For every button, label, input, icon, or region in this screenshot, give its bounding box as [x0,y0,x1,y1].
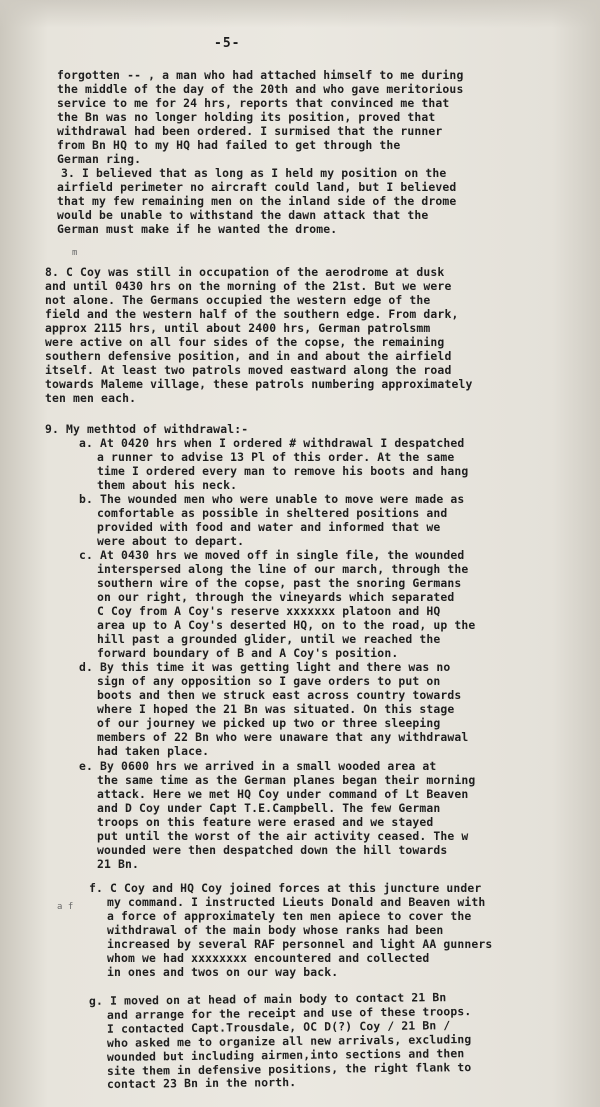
text-line: where I hoped the 21 Bn was situated. On this stage [97,702,455,716]
text-line: German ring. [57,152,142,166]
page-number: -5- [214,36,241,51]
text-line: the Bn was no longer holding its position, proved that [57,110,436,124]
page-top-shadow [0,0,600,28]
text-line: site them in defensive positions, the right flank to [106,1060,472,1078]
text-line: that my few remaining men on the inland side of the drome [57,194,457,208]
stray-mark: m [72,248,78,258]
text-line: and arrange for the receipt and use of these troops. [106,1004,472,1022]
text-line: b. The wounded men who were unable to move were made as [79,492,465,506]
text-line: in ones and twos on our way back. [107,965,339,979]
text-line: and D Coy under Capt T.E.Campbell. The few German [97,801,441,815]
text-line: were about to depart. [97,534,245,548]
text-line: southern defensive position, and in and about the airfield [45,349,452,363]
text-line: provided with food and water and informed that we [97,520,441,534]
text-line: my command. I instructed Lieuts Donald and Beaven with [107,895,486,909]
text-line: interspersed along the line of our march, through the [97,562,469,576]
text-line: d. By this time it was getting light and there was no [79,660,451,674]
text-line: time I ordered every man to remove his boots and hang [97,464,469,478]
text-line: forward boundary of B and A Coy's position. [97,646,399,660]
text-line: 21 Bn. [97,857,140,871]
text-line: C Coy from A Coy's reserve xxxxxxx platoon and HQ [97,604,441,618]
text-line: service to me for 24 hrs, reports that convinced me that [57,96,450,110]
text-line: put until the worst of the air activity ceased. The w [97,829,469,843]
text-line: 8. C Coy was still in occupation of the aerodrome at dusk [45,265,445,279]
text-line: 9. My methtod of withdrawal:- [45,422,249,436]
text-line: the same time as the German planes began their morning [97,773,476,787]
text-line: towards Maleme village, these patrols numbering approximately [45,377,473,391]
text-line: wounded were then despatched down the hill towards [97,843,448,857]
text-line: members of 22 Bn who were unaware that any withdrawal [97,730,469,744]
text-line: hill past a grounded glider, until we reached the [97,632,441,646]
text-line: who asked me to organize all new arrivals, excluding [106,1032,472,1050]
text-line: the middle of the day of the 20th and who gave meritorious [57,82,464,96]
text-line: boots and then we struck east across country towards [97,688,462,702]
text-line: sign of any opposition so I gave orders to put on [97,674,441,688]
text-line: itself. At least two patrols moved eastward along the road [45,363,452,377]
text-line: them about his neck. [97,478,238,492]
text-line: approx 2115 hrs, until about 2400 hrs, German patrolsmm [45,321,431,335]
text-line: area up to A Coy's deserted HQ, on to the road, up the [97,618,476,632]
text-line: forgotten -- , a man who had attached himself to me during [57,68,464,82]
text-line: g. I moved on at head of main body to contact 21 Bn [88,990,447,1008]
text-line: attack. Here we met HQ Coy under command of Lt Beaven [97,787,469,801]
text-line: of our journey we picked up two or three sleeping [97,716,441,730]
text-line: 3. I believed that as long as I held my position on the [61,166,447,180]
text-line: from Bn HQ to my HQ had failed to get through the [57,138,401,152]
text-line: on our right, through the vineyards which separated [97,590,455,604]
text-line: and until 0430 hrs on the morning of the 21st. But we were [45,279,452,293]
text-line: e. By 0600 hrs we arrived in a small wooded area at [79,759,437,773]
text-line: a. At 0420 hrs when I ordered # withdrawal I despatched [79,436,465,450]
text-line: increased by several RAF personnel and light AA gunners [107,937,493,951]
text-line: a force of approximately ten men apiece to cover the [107,909,472,923]
text-line: were active on all four sides of the copse, the remaining [45,335,445,349]
text-line: withdrawal had been ordered. I surmised that the runner [57,124,443,138]
text-line: airfield perimeter no aircraft could land, but I believed [57,180,457,194]
text-line: c. At 0430 hrs we moved off in single file, the wounded [79,548,465,562]
text-line: not alone. The Germans occupied the western edge of the [45,293,431,307]
text-line: ten men each. [45,391,137,405]
text-line: whom we had xxxxxxxx encountered and collected [107,951,430,965]
text-line: field and the western half of the southern edge. From dark, [45,307,459,321]
text-line: troops on this feature were erased and we stayed [97,815,434,829]
text-line: comfortable as possible in sheltered positions and [97,506,448,520]
text-line: withdrawal of the main body whose ranks had been [107,923,444,937]
text-line: a runner to advise 13 Pl of this order. At the same [97,450,455,464]
text-line: wounded but including airmen,into sections and then [106,1046,465,1064]
margin-annotation: a f [57,902,74,912]
text-line: had taken place. [97,744,210,758]
text-line: would be unable to withstand the dawn attack that the [57,208,429,222]
text-line: f. C Coy and HQ Coy joined forces at this juncture under [89,881,482,895]
text-line: German must make if he wanted the drome. [57,222,338,236]
text-line: southern wire of the copse, past the snoring Germans [97,576,462,590]
text-line: I contacted Capt.Trousdale, OC D(?) Coy / 21 Bn / [106,1018,451,1036]
text-line: contact 23 Bn in the north. [106,1075,297,1091]
